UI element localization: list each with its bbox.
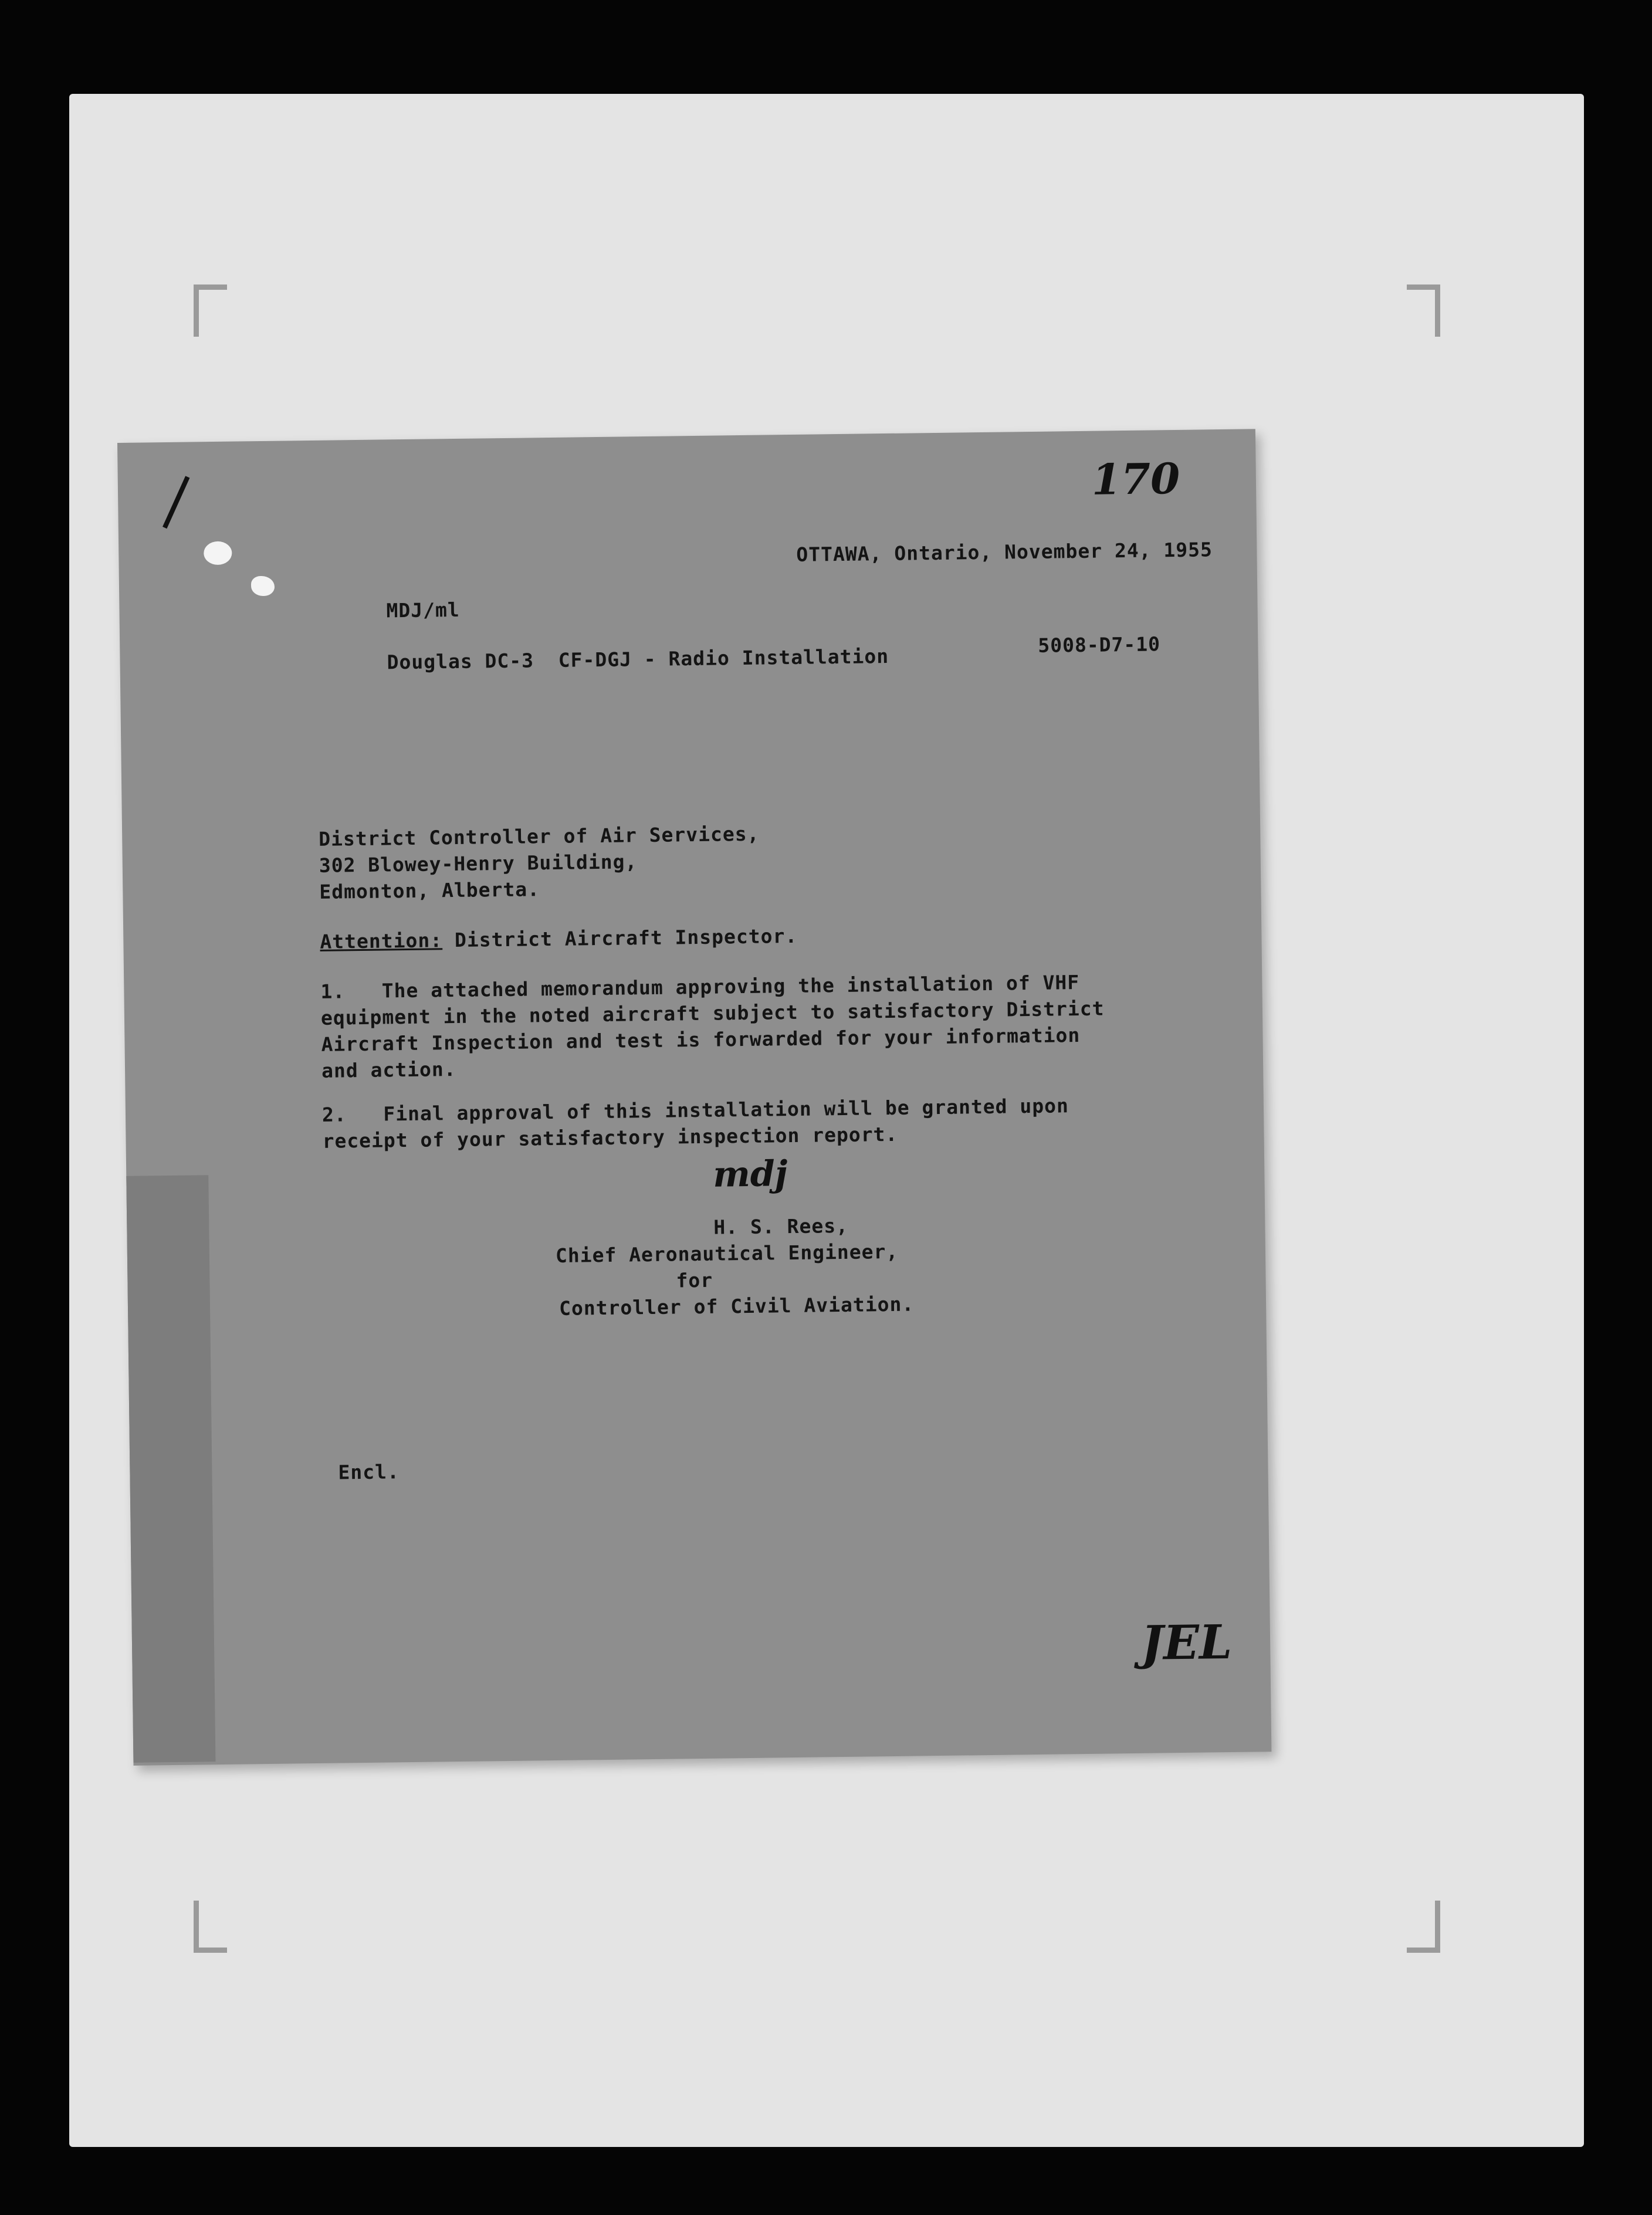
punch-hole (204, 541, 232, 565)
recipient-line-2: 302 Blowey-Henry Building, (319, 850, 638, 877)
file-number: 5008-D7-10 (1038, 632, 1161, 657)
signatory-for: for (676, 1268, 713, 1292)
paragraph-1-line-3: Aircraft Inspection and test is forwarded for your information (321, 1024, 1081, 1056)
pencil-mark (163, 476, 189, 529)
corner-initials: JEL (1140, 1614, 1233, 1671)
crop-mark-bottom-right (1407, 1901, 1440, 1953)
crop-mark-top-left (194, 285, 227, 337)
torn-punch-hole (251, 576, 275, 596)
signatory-title: Chief Aeronautical Engineer, (555, 1239, 899, 1267)
place-date: OTTAWA, Ontario, November 24, 1955 (796, 538, 1213, 566)
handwritten-initials: mdj (712, 1153, 788, 1195)
recipient-line-1: District Controller of Air Services, (319, 822, 760, 851)
folded-edge (126, 1175, 215, 1763)
paragraph-1-line-2: equipment in the noted aircraft subject to satisfactory District (320, 997, 1105, 1029)
reference-initials: MDJ/ml (386, 598, 460, 622)
folio-number: 170 (1091, 453, 1180, 504)
letter-sheet (117, 429, 1271, 1766)
paragraph-2-line-2: receipt of your satisfactory inspection report. (322, 1122, 898, 1153)
subject-line: Douglas DC-3 CF-DGJ - Radio Installation (387, 644, 889, 674)
paragraph-1-line-4: and action. (321, 1058, 456, 1082)
paragraph-1-line-1: 1. The attached memorandum approving the installation of VHF (320, 971, 1080, 1003)
signatory-name: H. S. Rees, (713, 1214, 849, 1239)
paragraph-2-line-1: 2. Final approval of this installation will be granted upon (321, 1094, 1069, 1126)
crop-mark-bottom-left (194, 1901, 227, 1953)
attention-text: District Aircraft Inspector. (442, 924, 798, 952)
crop-mark-top-right (1407, 285, 1440, 337)
attention-line (320, 924, 797, 953)
attention-label: Attention: (320, 929, 443, 953)
enclosure: Encl. (338, 1460, 400, 1484)
recipient-line-3: Edmonton, Alberta. (319, 878, 540, 903)
signatory-office: Controller of Civil Aviation. (558, 1292, 915, 1320)
